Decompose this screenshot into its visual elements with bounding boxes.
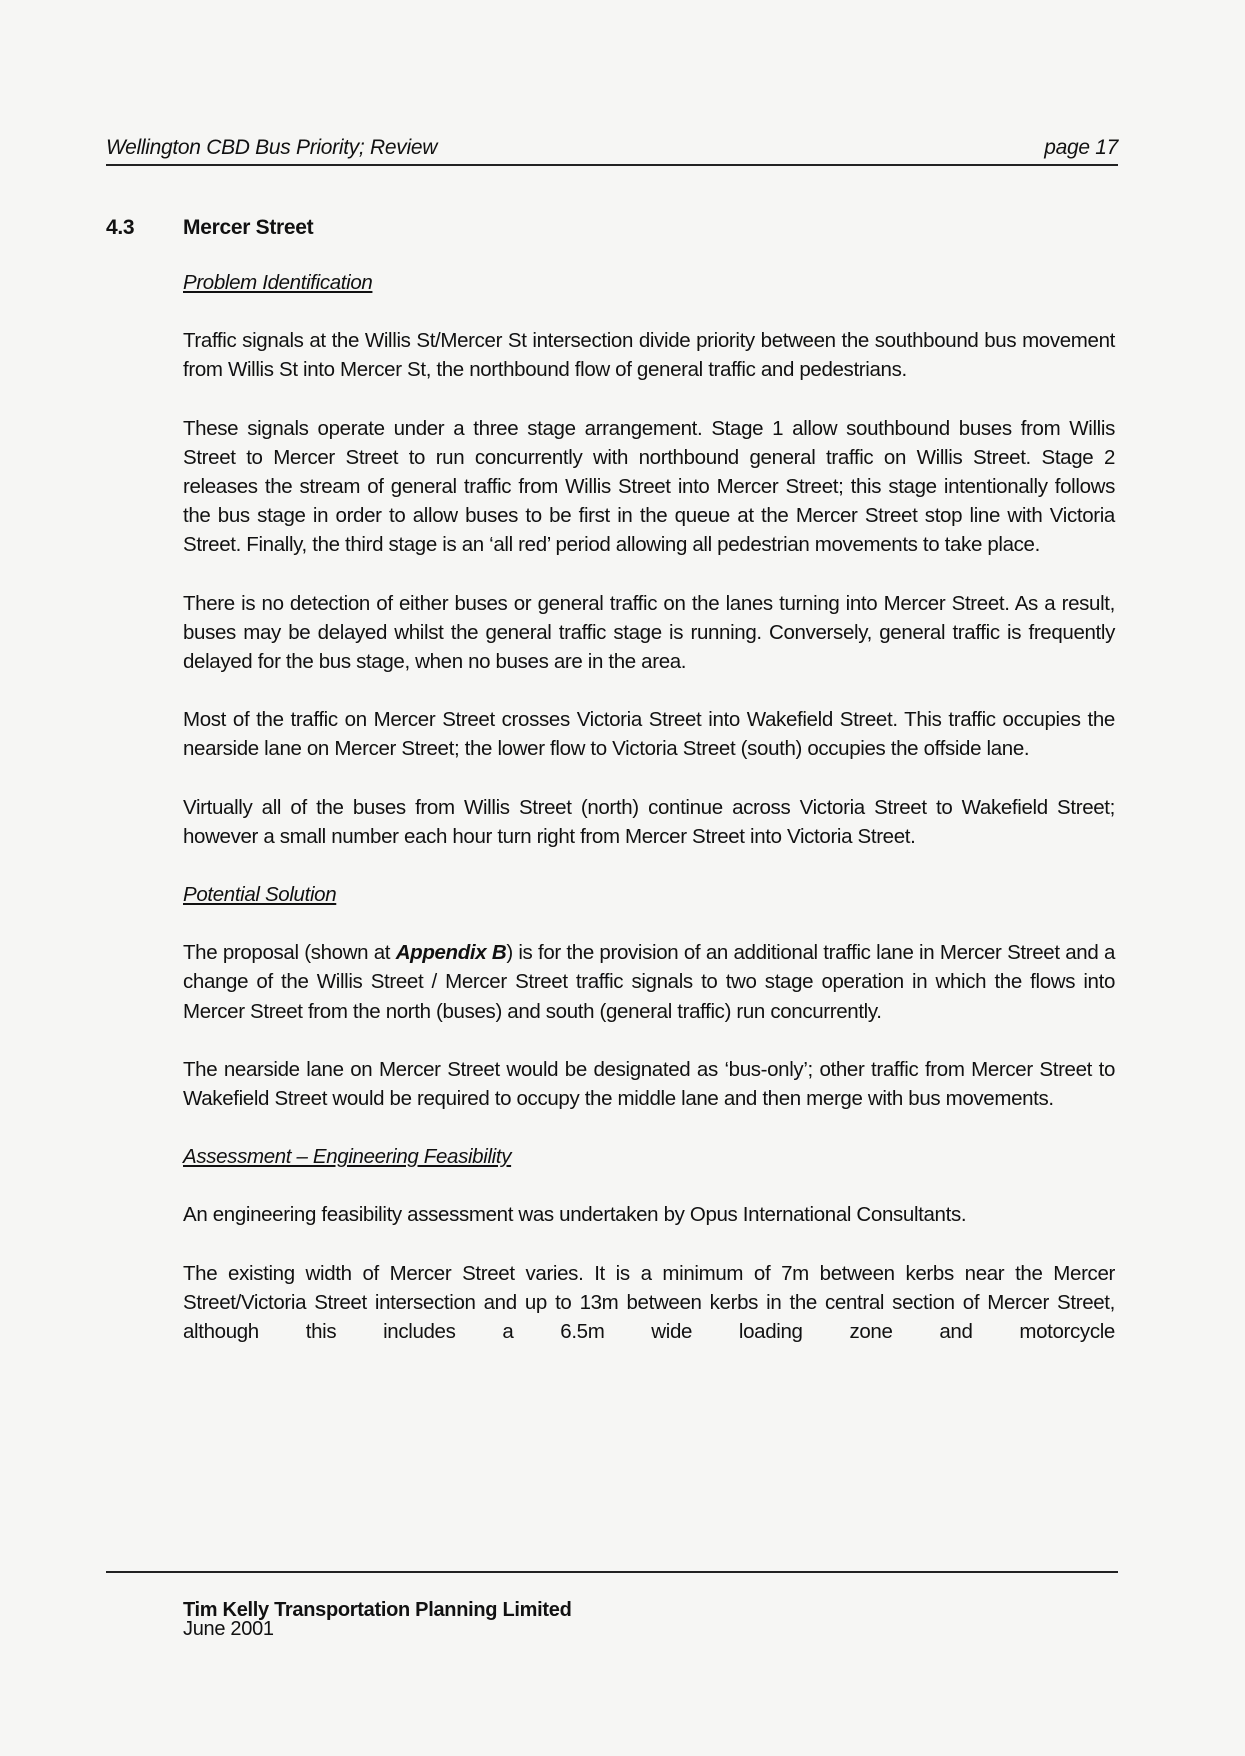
text-run: The proposal (shown at xyxy=(183,941,396,965)
page-number: page 17 xyxy=(1044,136,1118,159)
paragraph xyxy=(183,938,1115,1026)
page-body xyxy=(183,268,1115,1375)
subheading-assessment: Assessment – Engineering Feasibility xyxy=(183,1145,512,1169)
footer-date: June 2001 xyxy=(183,1618,274,1640)
paragraph: Virtually all of the buses from Willis Street (north) continue across Victoria Street to Wakefield Street; however a small number each hour turn right from Mercer Street into Victoria Street. xyxy=(183,795,1115,848)
section-heading xyxy=(106,216,313,240)
footer-divider xyxy=(106,1571,1118,1573)
paragraph: Most of the traffic on Mercer Street crosses Victoria Street into Wakefield Street. This traffic occupies the nearside lane on Mercer Street; the lower flow to Victoria Street (south) occupies the offside lane. xyxy=(183,708,1115,761)
subheading-potential-solution: Potential Solution xyxy=(183,883,337,907)
paragraph: An engineering feasibility assessment was undertaken by Opus International Consultants. xyxy=(183,1203,967,1227)
appendix-reference: Appendix B xyxy=(395,941,507,965)
section-number: 4.3 xyxy=(106,216,135,239)
paragraph: Traffic signals at the Willis St/Mercer St intersection divide priority between the southbound bus movement from Willis St into Mercer St, the northbound flow of general traffic and pedestrians. xyxy=(183,329,1115,382)
page-footer xyxy=(183,1601,572,1639)
text-run: ) is for the provision of an additional traffic lane in Mercer Street and a change of the Willis Street / Mercer Street traffic signals to two stage operation in which the flows into Mercer Street from the north (buses) and south (general traffic) run concurrently. xyxy=(183,941,1115,1023)
paragraph: There is no detection of either buses or general traffic on the lanes turning into Mercer Street. As a result, buses may be delayed whilst the general traffic stage is running. Conversely, general traffic is frequently delayed for the bus stage, when no buses are in the area. xyxy=(183,591,1115,674)
page-header xyxy=(106,136,1118,166)
section-title: Mercer Street xyxy=(183,216,314,239)
paragraph: The nearside lane on Mercer Street would be designated as ‘bus-only’; other traffic from Mercer Street to Wakefield Street would be required to occupy the middle lane and then merge with bus movements. xyxy=(183,1057,1115,1111)
paragraph: These signals operate under a three stage arrangement. Stage 1 allow southbound buses from Willis Street to Mercer Street to run concurrently with northbound general traffic on Willis Street. Stage 2 releases the stream of general traffic from Willis Street into Mercer Street; this stage intentionally follows the bus stage in order to allow buses to be first in the queue at the Mercer Street stop line with Victoria Street. Finally, the third stage is an ‘all red’ period allowing all pedestrian movements to take place. xyxy=(183,416,1115,557)
footer-company: Tim Kelly Transportation Planning Limited xyxy=(183,1599,572,1621)
subheading-problem-identification: Problem Identification xyxy=(183,271,373,294)
paragraph: The existing width of Mercer Street varies. It is a minimum of 7m between kerbs near the Mercer Street/Victoria Street intersection and up to 13m between kerbs in the central section of Mercer Street, although this includes a 6.5m wide loading zone and motorcycle xyxy=(183,1261,1115,1344)
document-title: Wellington CBD Bus Priority; Review xyxy=(106,136,438,159)
